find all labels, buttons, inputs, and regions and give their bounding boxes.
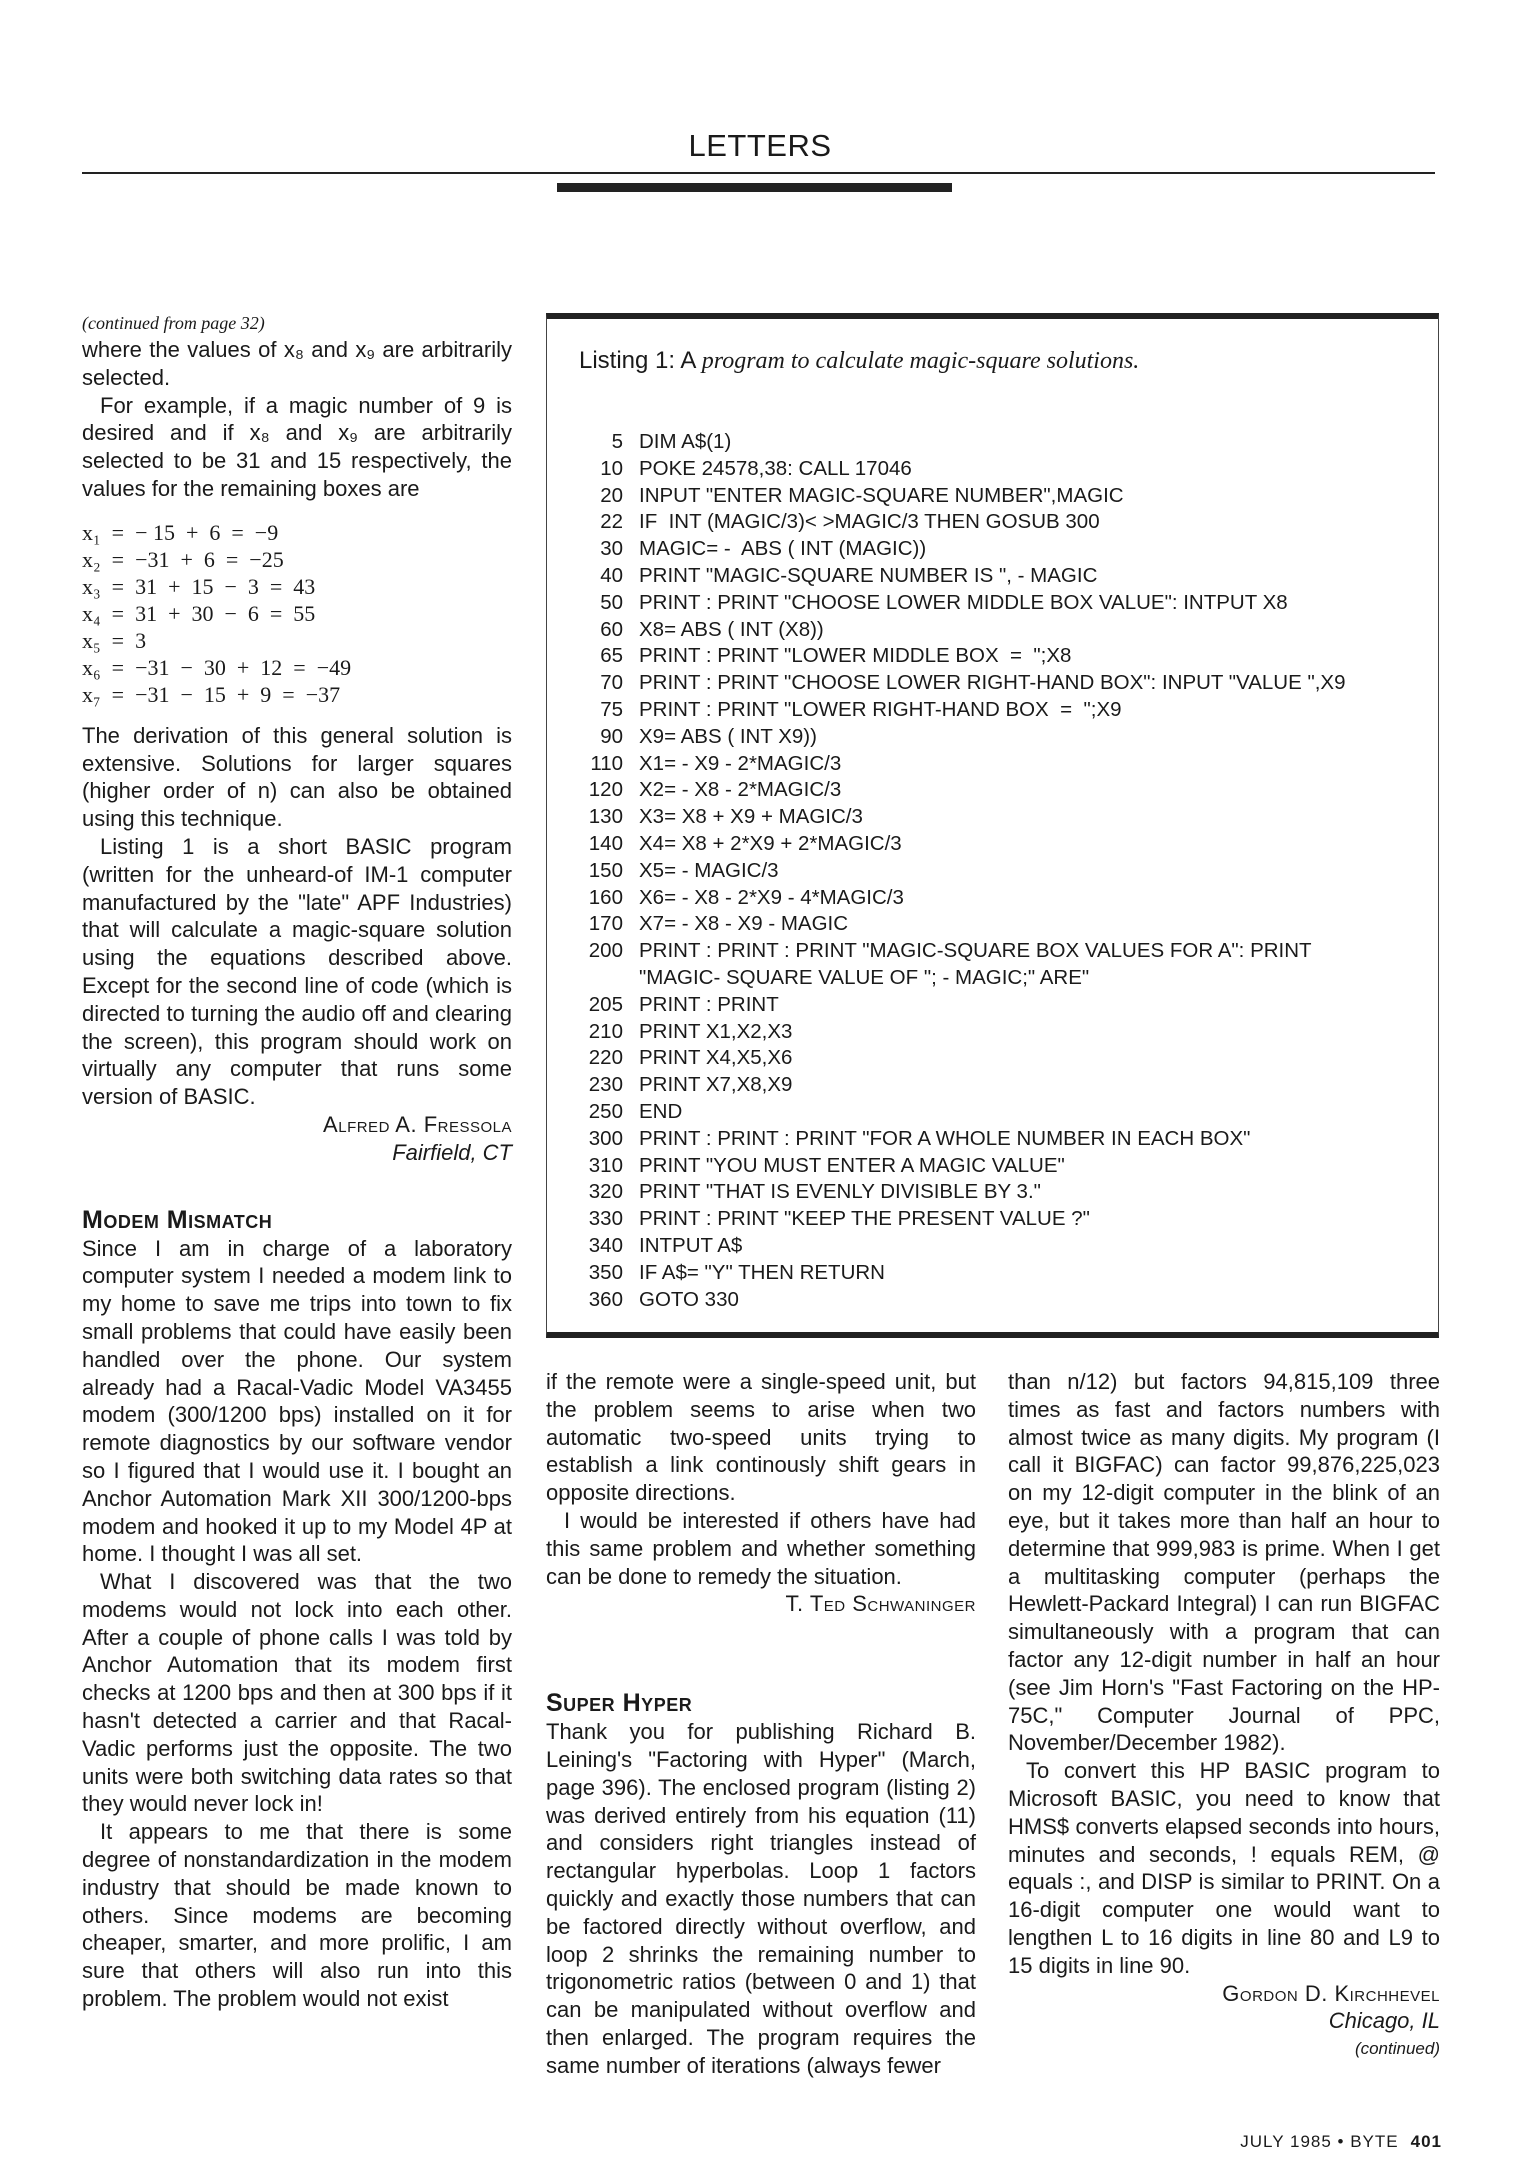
line-number: 220 <box>588 1046 623 1070</box>
line-number: 130 <box>588 805 623 829</box>
code-text: POKE 24578,38: CALL 17046 <box>639 456 912 480</box>
line-number: 120 <box>588 778 623 802</box>
code-text: X5= - MAGIC/3 <box>639 858 779 882</box>
line-number: 200 <box>588 939 623 963</box>
paragraph: To convert this HP BASIC program to Microsoft BASIC, you need to know that HMS$ converts elapsed seconds into hours, minutes and seconds, ! equals REM, @ equals :, and DISP is similar to PRINT. On a 16-digit computer one would want to lengthen L to 16 digits in line 80 and L9 to 15 digits in line 90. <box>1008 1758 1440 1978</box>
code-text: GOTO 330 <box>639 1287 739 1311</box>
code-line <box>575 1179 1346 1206</box>
code-text: PRINT : PRINT "CHOOSE LOWER RIGHT-HAND BOX": INPUT "VALUE ",X9 <box>639 671 1346 695</box>
equation: x₂ = −31 + 6 = −25 <box>82 546 284 572</box>
code-line <box>575 751 1346 778</box>
paragraph: if the remote were a single-speed unit, but the problem seems to arise when two automatic two-speed units trying to establish a link continously shift gears in opposite directions. <box>546 1369 976 1506</box>
code-text: X7= - X8 - X9 - MAGIC <box>639 912 849 936</box>
heading-modem-mismatch: Modem Mismatch <box>82 1205 273 1234</box>
section-title: LETTERS <box>688 128 832 163</box>
code-text: PRINT : PRINT : PRINT "FOR A WHOLE NUMBER IN EACH BOX" <box>639 1126 1251 1150</box>
paragraph: I would be interested if others have had this same problem and whether something can be done to remedy the situation. <box>546 1507 976 1589</box>
code-text: IF INT (MAGIC/3)< >MAGIC/3 THEN GOSUB 300 <box>639 510 1100 534</box>
line-number: 60 <box>600 617 623 641</box>
line-number: 210 <box>588 1019 623 1043</box>
code-text: PRINT : PRINT "KEEP THE PRESENT VALUE ?" <box>639 1207 1090 1231</box>
line-number: 65 <box>600 644 623 668</box>
code-text: PRINT : PRINT : PRINT "MAGIC-SQUARE BOX VALUES FOR A": PRINT "MAGIC- SQUARE VALUE OF "; - MAGIC;" ARE" <box>639 939 1312 989</box>
code-line <box>575 590 1346 617</box>
code-line <box>575 617 1346 644</box>
paragraph: It appears to me that there is some degree of nonstandardization in the modem industry that should be made known to others. Since modems are becoming cheaper, smarter, and more prolific, I am sure that others will also run into this problem. The problem would not exist <box>82 1819 512 2012</box>
line-number: 330 <box>588 1207 623 1231</box>
code-line <box>575 724 1346 751</box>
line-number: 30 <box>600 537 623 561</box>
code-line <box>575 1260 1346 1287</box>
code-text: X6= - X8 - 2*X9 - 4*MAGIC/3 <box>639 885 904 909</box>
code-line <box>575 1099 1346 1126</box>
equation: x₁ = − 15 + 6 = −9 <box>82 519 279 545</box>
location: Chicago, IL <box>1328 2008 1440 2034</box>
signature: T. Ted Schwaninger <box>785 1591 976 1617</box>
code-text: PRINT : PRINT "LOWER RIGHT-HAND BOX = ";X9 <box>639 697 1122 721</box>
code-text: X4= X8 + 2*X9 + 2*MAGIC/3 <box>639 831 902 855</box>
code-line <box>575 643 1346 670</box>
line-number: 230 <box>588 1073 623 1097</box>
code-line <box>575 885 1346 912</box>
code-text: X8= ABS ( INT (X8)) <box>639 617 824 641</box>
column-3 <box>1008 1368 1440 2063</box>
code-line <box>575 992 1346 1019</box>
header-bar <box>557 183 952 192</box>
paragraph: The derivation of this general solution is extensive. Solutions for larger squares (higher order of n) can also be obtained using this technique. <box>82 722 512 832</box>
line-number: 340 <box>588 1233 623 1257</box>
equations <box>82 519 512 708</box>
code-line <box>575 483 1346 510</box>
line-number: 170 <box>588 912 623 936</box>
code-text: PRINT "MAGIC-SQUARE NUMBER IS ", - MAGIC <box>639 563 1098 587</box>
code-line <box>575 456 1346 483</box>
line-number: 150 <box>588 858 623 882</box>
code-text: PRINT X1,X2,X3 <box>639 1019 793 1043</box>
equation: x₇ = −31 − 15 + 9 = −37 <box>82 681 341 707</box>
line-number: 350 <box>588 1260 623 1284</box>
listing-box <box>546 313 1439 1338</box>
code-line <box>575 804 1346 831</box>
line-number: 310 <box>588 1153 623 1177</box>
paragraph: Thank you for publishing Richard B. Leining's "Factoring with Hyper" (March, page 396). The enclosed program (listing 2) was derived entirely from his equation (11) and considers right triangles instead of rectangular hyperbolas. Loop 1 factors quickly and exactly those numbers that can be factored directly without overflow, and loop 2 shrinks the remaining number to trigonometric ratios (between 0 and 1) that can be manipulated without overflow and then enlarged. The program requires the same number of iterations (always fewer <box>546 1719 976 2078</box>
continued-from: (continued from page 32) <box>82 313 265 333</box>
code-text: IF A$= "Y" THEN RETURN <box>639 1260 885 1284</box>
line-number: 110 <box>590 751 623 775</box>
code-listing <box>575 429 1346 1313</box>
code-text: PRINT : PRINT <box>639 992 779 1016</box>
code-line <box>575 1072 1346 1099</box>
listing-title-prefix: Listing 1: A <box>579 347 696 374</box>
code-text: X9= ABS ( INT X9)) <box>639 724 817 748</box>
code-text: X2= - X8 - 2*MAGIC/3 <box>639 778 842 802</box>
location: Fairfield, CT <box>392 1139 512 1165</box>
heading-super-hyper: Super Hyper <box>546 1689 693 1718</box>
code-text: PRINT : PRINT "CHOOSE LOWER MIDDLE BOX VALUE": INTPUT X8 <box>639 590 1288 614</box>
code-text: PRINT : PRINT "LOWER MIDDLE BOX = ";X8 <box>639 644 1072 668</box>
code-line <box>575 563 1346 590</box>
paragraph: What I discovered was that the two modems would not lock into each other. After a couple of phone calls I was told by Anchor Automation that its modem first checks at 1200 bps and then at 300 bps if it hasn't detected a carrier and that Racal-Vadic performs just the opposite. The two units were both switching data rates so that they would never lock in! <box>82 1569 512 1817</box>
code-line <box>575 429 1346 456</box>
code-text: DIM A$(1) <box>639 430 732 453</box>
code-line <box>575 777 1346 804</box>
equation: x₄ = 31 + 30 − 6 = 55 <box>82 600 316 626</box>
code-text: PRINT "YOU MUST ENTER A MAGIC VALUE" <box>639 1153 1065 1177</box>
footer-issue: JULY 1985 • BYTE <box>1240 2132 1399 2151</box>
code-line <box>575 1287 1346 1314</box>
code-line <box>575 1126 1346 1153</box>
code-line <box>575 536 1346 563</box>
line-number: 320 <box>588 1180 623 1204</box>
line-number: 20 <box>600 483 623 507</box>
code-text: PRINT X4,X5,X6 <box>639 1046 793 1070</box>
code-text: MAGIC= - ABS ( INT (MAGIC)) <box>639 537 927 561</box>
listing-title <box>579 347 1139 375</box>
code-line <box>575 1233 1346 1260</box>
code-line <box>575 1019 1346 1046</box>
equation: x₅ = 3 <box>82 627 147 653</box>
line-number: 360 <box>588 1287 623 1311</box>
line-number: 50 <box>600 590 623 614</box>
signature: Gordon D. Kirchhevel <box>1222 1980 1440 2006</box>
paragraph: Listing 1 is a short BASIC program (written for the unheard-of IM-1 computer manufactured by the "late" APF Industries) that will calculate a magic-square solution using the equations described above. Except for the second line of code (which is directed to turning the audio off and clearing the screen), this program should work on virtually any computer that runs some version of BASIC. <box>82 833 512 1110</box>
line-number: 205 <box>588 992 623 1016</box>
line-number: 5 <box>611 430 623 453</box>
line-number: 160 <box>588 885 623 909</box>
column-1 <box>82 310 512 2013</box>
line-number: 22 <box>600 510 623 534</box>
code-text: X1= - X9 - 2*MAGIC/3 <box>639 751 842 775</box>
paragraph: where the values of x₈ and x₉ are arbitrarily selected. <box>82 337 512 390</box>
page-number: 401 <box>1410 2132 1442 2151</box>
line-number: 140 <box>588 831 623 855</box>
equation: x₆ = −31 − 30 + 12 = −49 <box>82 654 352 680</box>
paragraph: Since I am in charge of a laboratory computer system I needed a modem link to my home to save me trips into town to fix small problems that could have easily been handled over the phone. Our system already had a Racal-Vadic Model VA3455 modem (300/1200 bps) installed on it for remote diagnostics by our software vendor so I figured that I would use it. I bought an Anchor Automation Mark XII 300/1200-bps modem and hooked it up to my Model 4P at home. I thought I was all set. <box>82 1235 512 1567</box>
listing-title-italic: program to calculate magic-square solutions. <box>701 348 1140 374</box>
code-text: INTPUT A$ <box>639 1233 743 1257</box>
code-line <box>575 697 1346 724</box>
code-text: INPUT "ENTER MAGIC-SQUARE NUMBER",MAGIC <box>639 483 1124 507</box>
code-line <box>575 1153 1346 1180</box>
line-number: 90 <box>600 724 623 748</box>
code-line <box>575 670 1346 697</box>
equation: x₃ = 31 + 15 − 3 = 43 <box>82 573 316 599</box>
code-line <box>575 938 1346 992</box>
continued-note: (continued) <box>1354 2039 1440 2059</box>
code-line <box>575 858 1346 885</box>
code-line <box>575 831 1346 858</box>
header-rule <box>82 172 1435 174</box>
line-number: 70 <box>600 671 623 695</box>
line-number: 75 <box>600 697 623 721</box>
signature: Alfred A. Fressola <box>323 1111 512 1137</box>
code-text: PRINT "THAT IS EVENLY DIVISIBLE BY 3." <box>639 1180 1041 1204</box>
code-text: END <box>639 1099 683 1123</box>
code-line <box>575 509 1346 536</box>
line-number: 300 <box>588 1126 623 1150</box>
line-number: 250 <box>588 1099 623 1123</box>
code-line <box>575 1206 1346 1233</box>
code-line <box>575 911 1346 938</box>
code-line <box>575 1045 1346 1072</box>
code-text: PRINT X7,X8,X9 <box>639 1073 793 1097</box>
column-2 <box>546 1368 976 2080</box>
line-number: 40 <box>600 563 623 587</box>
line-number: 10 <box>600 456 623 480</box>
paragraph: For example, if a magic number of 9 is desired and if x₈ and x₉ are arbitrarily selected to be 31 and 15 respectively, the values for the remaining boxes are <box>82 392 512 501</box>
code-text: X3= X8 + X9 + MAGIC/3 <box>639 805 863 829</box>
page-footer <box>1240 2132 1442 2152</box>
paragraph: than n/12) but factors 94,815,109 three times as fast and factors numbers with almost twice as many digits. My program (I call it BIGFAC) can factor 99,876,225,023 on my 12-digit computer in the blink of an eye, but it takes more than half an hour to determine that 999,983 is prime. When I get a multitasking computer (perhaps the Hewlett-Packard Integral) I can run BIGFAC simultaneously with a program that can factor any 12-digit number in half an hour (see Jim Horn's "Fast Factoring on the HP-75C," Computer Journal of PPC, November/December 1982). <box>1008 1369 1440 1756</box>
